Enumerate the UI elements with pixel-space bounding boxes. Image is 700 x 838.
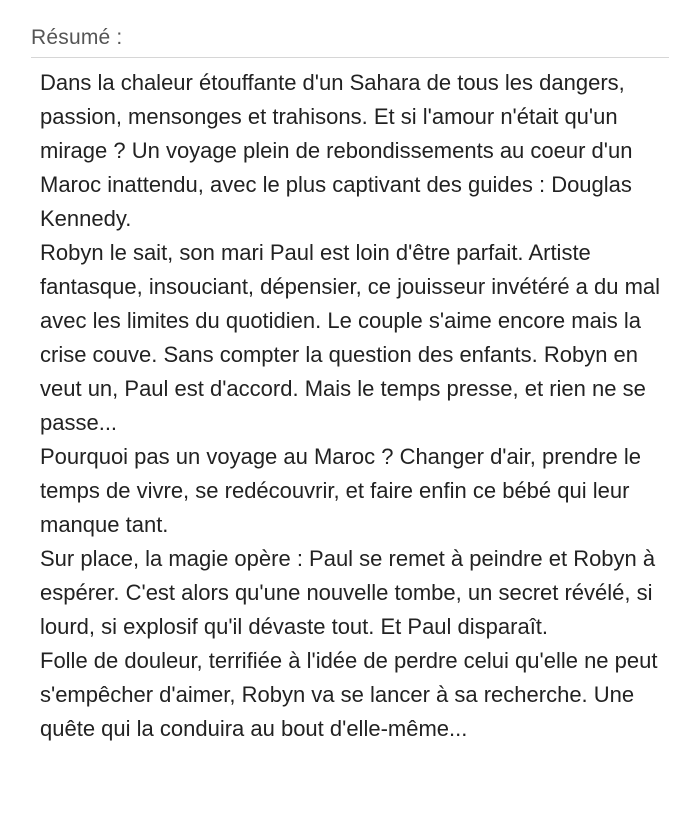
summary-paragraph: Robyn le sait, son mari Paul est loin d'être parfait. Artiste fantasque, insouciant, dépensier, ce jouisseur invétéré a du mal avec les limites du quotidien. Le couple s'aime encore mais la crise couve. Sans compter la question des enfants. Robyn en veut un, Paul est d'accord. Mais le temps presse, et rien ne se passe... bbox=[40, 240, 661, 435]
divider bbox=[31, 57, 669, 58]
summary-text bbox=[40, 66, 672, 746]
summary-paragraph: Dans la chaleur étouffante d'un Sahara de tous les dangers, passion, mensonges et trahisons. Et si l'amour n'était qu'un mirage ? Un voyage plein de rebondissements au coeur d'un Maroc inattendu, avec le plus captivant des guides : Douglas Kennedy. bbox=[40, 70, 633, 231]
summary-paragraph: Folle de douleur, terrifiée à l'idée de perdre celui qu'elle ne peut s'empêcher d'aimer, Robyn va se lancer à sa recherche. Une quête qui la conduira au bout d'elle-même... bbox=[40, 648, 658, 741]
summary-paragraph: Pourquoi pas un voyage au Maroc ? Changer d'air, prendre le temps de vivre, se redécouvrir, et faire enfin ce bébé qui leur manque tant. bbox=[40, 444, 642, 537]
summary-paragraph: Sur place, la magie opère : Paul se remet à peindre et Robyn à espérer. C'est alors qu'une nouvelle tombe, un secret révélé, si lourd, si explosif qu'il dévaste tout. Et Paul disparaît. bbox=[40, 546, 656, 639]
summary-heading: Résumé : bbox=[31, 26, 123, 49]
